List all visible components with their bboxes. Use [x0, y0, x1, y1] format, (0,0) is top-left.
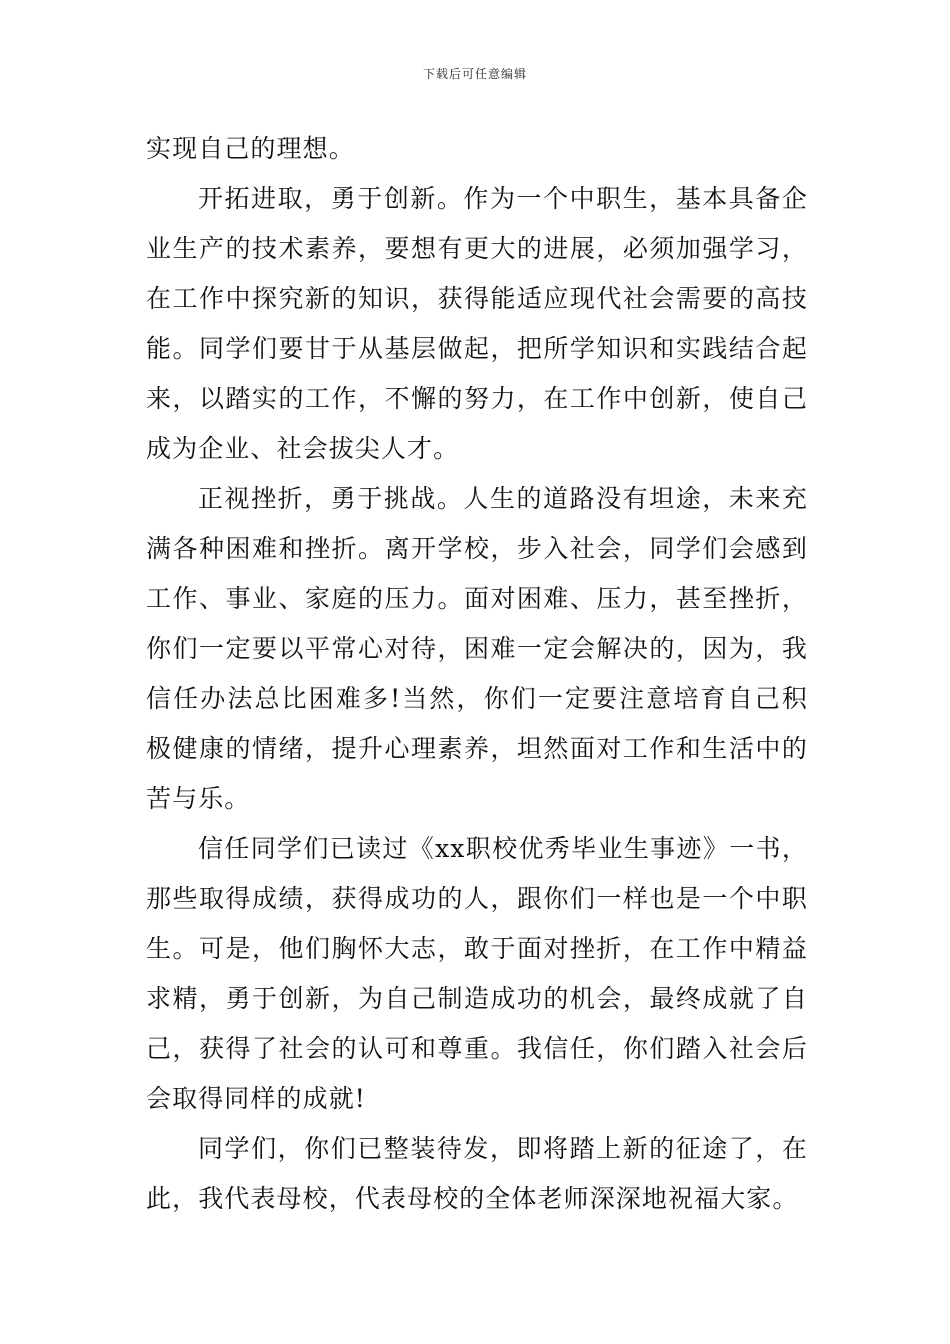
page-header: 下载后可任意编辑 [422, 67, 527, 81]
paragraph-blessing: 同学们，你们已整装待发，即将踏上新的征途了，在此，我代表母校，代表母校的全体老师深深地祝福大家。 [146, 1134, 808, 1213]
paragraph-continuation: 实现自己的理想。 [146, 134, 355, 163]
paragraph-challenge: 正视挫折，勇于挑战。人生的道路没有坦途，未来充满各种困难和挫折。离开学校，步入社会，同学们会感到工作、事业、家庭的压力。面对困难、压力，甚至挫折，你们一定要以平常心对待，困难一定会解决的，因为，我信任办法总比困难多!当然，你们一定要注意培育自己积极健康的情绪，提升心理素养，坦然面对工作和生活中的苦与乐。 [146, 484, 808, 813]
document-body [146, 124, 808, 1224]
paragraph-role-models: 信任同学们已读过《xx职校优秀毕业生事迹》一书，那些取得成绩，获得成功的人，跟你们一样也是一个中职生。可是，他们胸怀大志，敢于面对挫折，在工作中精益求精，勇于创新，为自己制造成功的机会，最终成就了自己，获得了社会的认可和尊重。我信任，你们踏入社会后会取得同样的成就! [146, 834, 808, 1113]
paragraph-innovation: 开拓进取，勇于创新。作为一个中职生，基本具备企业生产的技术素养，要想有更大的进展，必须加强学习，在工作中探究新的知识，获得能适应现代社会需要的高技能。同学们要甘于从基层做起，把所学知识和实践结合起来，以踏实的工作，不懈的努力，在工作中创新，使自己成为企业、社会拔尖人才。 [146, 184, 808, 463]
